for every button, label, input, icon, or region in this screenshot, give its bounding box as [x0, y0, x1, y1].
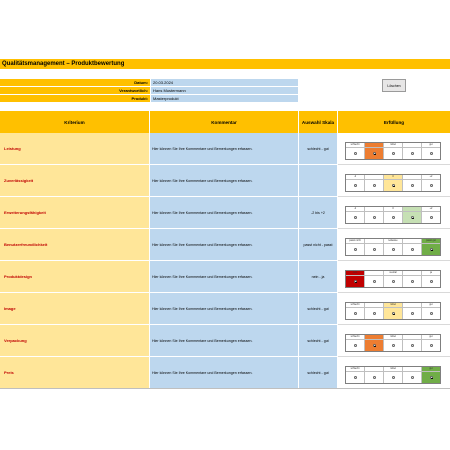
rating-option[interactable] [403, 335, 422, 351]
rating-option-label: schlecht [346, 367, 364, 372]
radio-button[interactable] [411, 248, 414, 251]
radio-button[interactable] [430, 152, 433, 155]
sheet-title: Qualitätsmanagement – Produktbewertung [0, 59, 450, 69]
radio-button[interactable] [354, 344, 357, 347]
rating-option-label: gut [422, 303, 440, 308]
scale-select[interactable] [299, 165, 337, 197]
scale-select[interactable]: schlecht - gut [299, 293, 337, 325]
table-row [0, 133, 450, 165]
rating-option-label [365, 175, 383, 180]
rating-radio-group [345, 174, 441, 192]
rating-option[interactable] [384, 239, 403, 255]
table-row [0, 293, 450, 325]
criterion-cell: Leistung [0, 133, 149, 165]
rating-option-label: mittel [384, 143, 402, 148]
radio-button[interactable] [411, 152, 414, 155]
radio-button[interactable] [430, 280, 433, 283]
table-row [0, 165, 450, 197]
date-label: Datum: [0, 79, 150, 86]
table-row [0, 261, 450, 293]
scale-select[interactable]: schlecht - gut [299, 357, 337, 389]
rating-option[interactable] [403, 175, 422, 191]
rating-option-label: -2 [346, 175, 364, 180]
criterion-cell: Benutzerfreundlichkeit [0, 229, 149, 261]
scale-select[interactable]: passt nicht - passt [299, 229, 337, 261]
rating-option-label: neutral [384, 271, 402, 276]
rating-option-label [403, 367, 421, 372]
rating-option-label: gut [422, 335, 440, 340]
rating-option-label: ja [422, 271, 440, 276]
rating-option[interactable] [365, 143, 384, 159]
radio-button[interactable] [354, 280, 357, 283]
rating-option[interactable] [384, 303, 403, 319]
radio-button[interactable] [430, 248, 433, 251]
rating-option[interactable] [384, 271, 403, 287]
scale-select[interactable]: schlecht - gut [299, 325, 337, 357]
rating-option-label [365, 303, 383, 308]
header-scale: Auswahl Skala [299, 111, 338, 133]
radio-button[interactable] [430, 376, 433, 379]
radio-button[interactable] [354, 184, 357, 187]
comment-cell[interactable]: Hier können Sie Ihre Kommentare und Bemerkungen erfassen. [150, 229, 298, 261]
rating-option-label: schlecht [346, 143, 364, 148]
rating-option-label [365, 271, 383, 276]
radio-button[interactable] [392, 280, 395, 283]
rating-option[interactable] [422, 303, 440, 319]
rating-option[interactable] [365, 239, 384, 255]
rating-option[interactable] [384, 143, 403, 159]
spreadsheet [0, 59, 450, 390]
rating-option[interactable] [346, 271, 365, 287]
scale-select[interactable]: nein - ja [299, 261, 337, 293]
rating-option-label [403, 175, 421, 180]
rating-option-label: passt gut [422, 239, 440, 244]
rating-option-label: +2 [422, 175, 440, 180]
rating-option[interactable] [422, 239, 440, 255]
rating-option-label [365, 207, 383, 212]
comment-cell[interactable]: Hier können Sie Ihre Kommentare und Bemerkungen erfassen. [150, 325, 298, 357]
rating-option-label: 0 [384, 207, 402, 212]
radio-button[interactable] [392, 248, 395, 251]
radio-button[interactable] [392, 152, 395, 155]
comment-cell[interactable]: Hier können Sie Ihre Kommentare und Bemerkungen erfassen. [150, 197, 298, 229]
rating-option-label [403, 207, 421, 212]
table-row [0, 357, 450, 389]
radio-button[interactable] [430, 312, 433, 315]
fulfillment-cell [338, 133, 450, 165]
comment-cell[interactable]: Hier können Sie Ihre Kommentare und Bemerkungen erfassen. [150, 133, 298, 165]
radio-button[interactable] [354, 216, 357, 219]
radio-button[interactable] [373, 152, 376, 155]
rating-option[interactable] [346, 367, 365, 383]
radio-button[interactable] [373, 280, 376, 283]
fulfillment-cell [338, 357, 450, 389]
rating-option[interactable] [346, 143, 365, 159]
table-row [0, 325, 450, 357]
radio-button[interactable] [430, 216, 433, 219]
rating-option[interactable] [346, 207, 365, 223]
rating-option-label [403, 239, 421, 244]
radio-button[interactable] [373, 312, 376, 315]
radio-button[interactable] [373, 248, 376, 251]
rating-radio-group [345, 334, 441, 352]
radio-button[interactable] [411, 376, 414, 379]
rating-option[interactable] [422, 367, 440, 383]
criterion-cell: Verpackung [0, 325, 149, 357]
rating-option-label [403, 335, 421, 340]
rating-option[interactable] [403, 239, 422, 255]
radio-button[interactable] [392, 312, 395, 315]
rating-option-label: gut [422, 143, 440, 148]
responsible-field[interactable]: Hans Mustermann [150, 87, 298, 94]
criterion-cell: Erweiterungsfähigkeit [0, 197, 149, 229]
radio-button[interactable] [373, 184, 376, 187]
rating-option[interactable] [384, 335, 403, 351]
rating-option[interactable] [346, 239, 365, 255]
rating-radio-group [345, 270, 441, 288]
rating-option-label: -2 [346, 207, 364, 212]
rating-option-label: passt nicht [346, 239, 364, 244]
header-criterion: Kriterium [0, 111, 150, 133]
rating-option[interactable] [365, 335, 384, 351]
scale-select[interactable]: -2 bis +2 [299, 197, 337, 229]
rating-radio-group [345, 206, 441, 224]
product-field[interactable]: Masterprodukt [150, 95, 298, 102]
radio-button[interactable] [411, 344, 414, 347]
radio-button[interactable] [430, 344, 433, 347]
radio-button[interactable] [411, 184, 414, 187]
radio-button[interactable] [354, 376, 357, 379]
radio-button[interactable] [373, 344, 376, 347]
table-row [0, 229, 450, 261]
fulfillment-cell [338, 229, 450, 261]
rating-option[interactable] [365, 271, 384, 287]
header-fulfillment: Erfüllung [338, 111, 450, 133]
responsible-label: Verantwortlich: [0, 87, 150, 94]
rating-option[interactable] [346, 303, 365, 319]
rating-option-label [403, 143, 421, 148]
rating-option-label [365, 239, 383, 244]
rating-option[interactable] [365, 303, 384, 319]
rating-option[interactable] [422, 175, 440, 191]
rating-option[interactable] [365, 175, 384, 191]
rating-option-label: nein [346, 271, 364, 276]
header-comment: Kommentar [150, 111, 299, 133]
rating-option-label: schlecht [346, 335, 364, 340]
radio-button[interactable] [392, 184, 395, 187]
rating-option[interactable] [384, 175, 403, 191]
rating-option[interactable] [403, 207, 422, 223]
rating-option[interactable] [403, 271, 422, 287]
bottom-divider [0, 388, 450, 389]
rating-option[interactable] [346, 335, 365, 351]
radio-button[interactable] [411, 216, 414, 219]
rating-option[interactable] [422, 271, 440, 287]
rating-option-label: mittel [384, 335, 402, 340]
rating-option[interactable] [422, 143, 440, 159]
rating-radio-group [345, 238, 441, 256]
rating-option[interactable] [384, 367, 403, 383]
rating-option-label [365, 143, 383, 148]
radio-button[interactable] [411, 280, 414, 283]
rating-option-label [403, 303, 421, 308]
rating-option-label: mittel [384, 303, 402, 308]
date-field[interactable]: 20.03.2024 [150, 79, 298, 86]
radio-button[interactable] [373, 216, 376, 219]
table-row [0, 197, 450, 229]
rating-option-label: teilweise [384, 239, 402, 244]
radio-button[interactable] [392, 376, 395, 379]
rating-option[interactable] [384, 207, 403, 223]
radio-button[interactable] [430, 184, 433, 187]
radio-button[interactable] [354, 312, 357, 315]
fulfillment-cell [338, 325, 450, 357]
criterion-cell: Produktdesign [0, 261, 149, 293]
fulfillment-cell [338, 197, 450, 229]
scale-select[interactable]: schlecht - gut [299, 133, 337, 165]
rating-radio-group [345, 302, 441, 320]
rating-option-label [365, 335, 383, 340]
rating-option[interactable] [422, 335, 440, 351]
comment-cell[interactable]: Hier können Sie Ihre Kommentare und Bemerkungen erfassen. [150, 293, 298, 325]
radio-button[interactable] [411, 312, 414, 315]
criterion-cell: Image [0, 293, 149, 325]
rating-option-label: mittel [384, 367, 402, 372]
rating-radio-group [345, 366, 441, 384]
radio-button[interactable] [354, 248, 357, 251]
rating-option-label [365, 367, 383, 372]
rating-option[interactable] [403, 303, 422, 319]
radio-button[interactable] [392, 344, 395, 347]
rating-option[interactable] [403, 367, 422, 383]
fulfillment-cell [338, 165, 450, 197]
radio-button[interactable] [354, 152, 357, 155]
rating-option[interactable] [365, 207, 384, 223]
rating-option-label: schlecht [346, 303, 364, 308]
rating-option-label: gut [422, 367, 440, 372]
rating-option[interactable] [365, 367, 384, 383]
criterion-cell: Zuverlässigkeit [0, 165, 149, 197]
rating-option-label: +2 [422, 207, 440, 212]
rating-option[interactable] [346, 175, 365, 191]
product-label: Produkt: [0, 95, 150, 102]
rating-radio-group [345, 142, 441, 160]
radio-button[interactable] [392, 216, 395, 219]
comment-cell[interactable]: Hier können Sie Ihre Kommentare und Bemerkungen erfassen. [150, 357, 298, 389]
comment-cell[interactable]: Hier können Sie Ihre Kommentare und Bemerkungen erfassen. [150, 261, 298, 293]
rating-option-label [403, 271, 421, 276]
comment-cell[interactable]: Hier können Sie Ihre Kommentare und Bemerkungen erfassen. [150, 165, 298, 197]
fulfillment-cell [338, 261, 450, 293]
criterion-cell: Preis [0, 357, 149, 389]
radio-button[interactable] [373, 376, 376, 379]
delete-button[interactable]: Löschen [382, 79, 406, 92]
rating-option[interactable] [422, 207, 440, 223]
rating-option[interactable] [403, 143, 422, 159]
rating-option-label: 0 [384, 175, 402, 180]
fulfillment-cell [338, 293, 450, 325]
